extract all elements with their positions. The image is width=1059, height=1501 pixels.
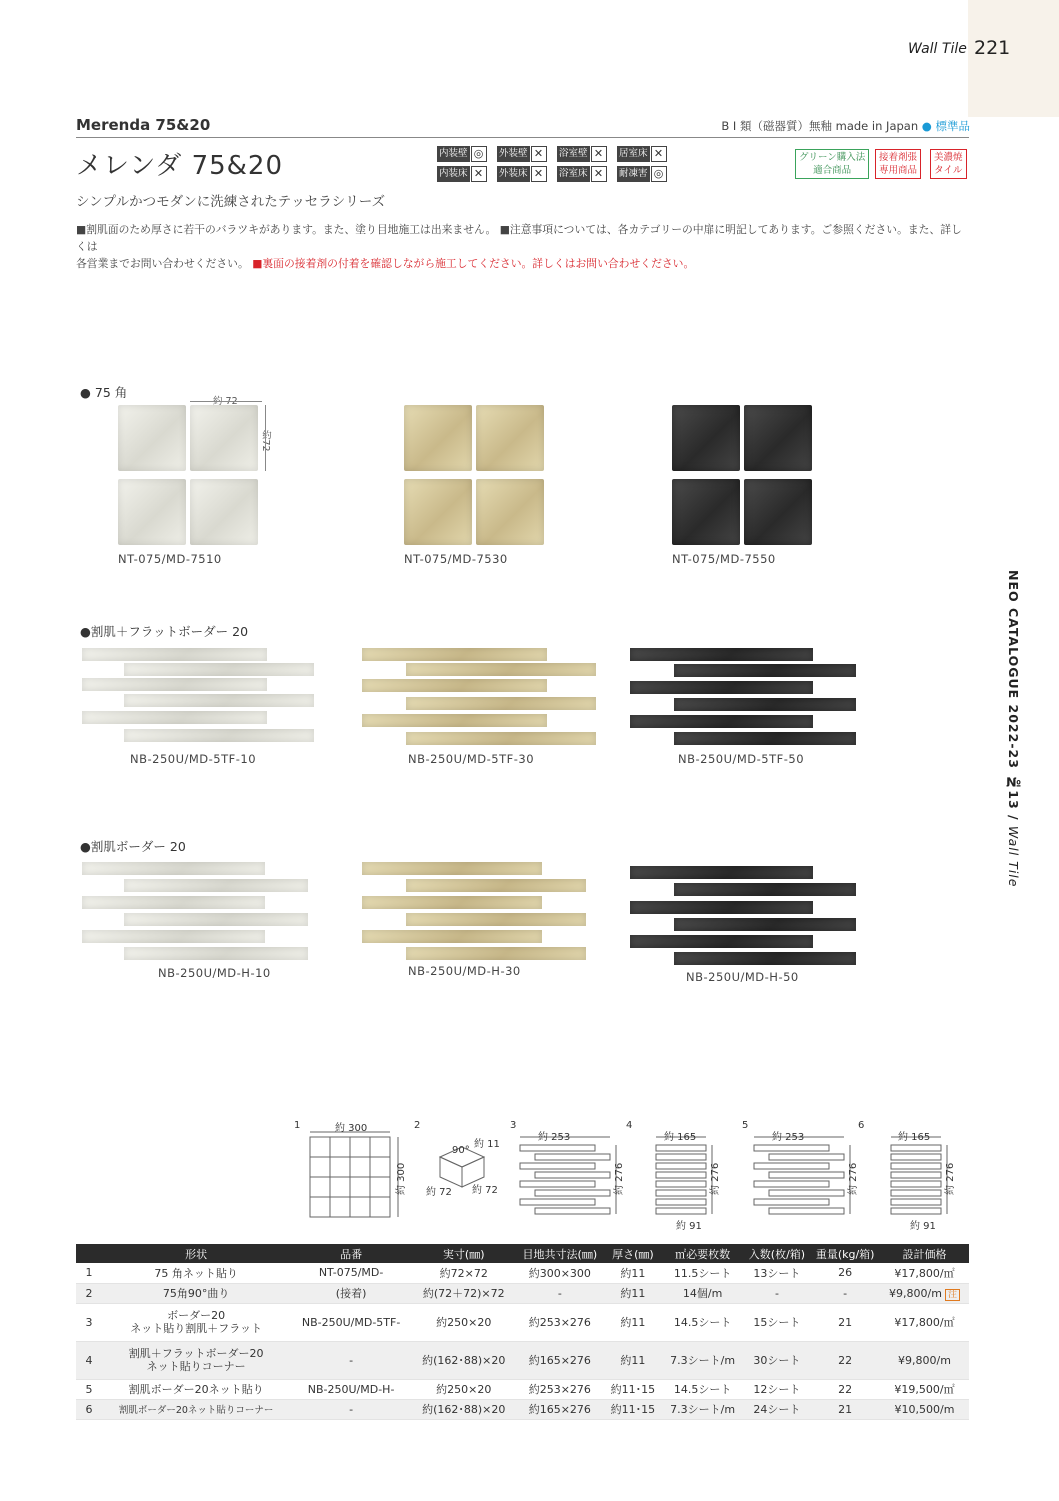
dim-line	[265, 405, 266, 471]
table-row	[76, 1283, 969, 1303]
column-header: 品番	[290, 1244, 412, 1263]
dim-label: 約 165	[664, 1132, 697, 1143]
column-header: 実寸(㎜)	[412, 1244, 516, 1263]
note-line: ■割肌面のため厚さに若干のバラツキがあります。また、塗り目地施工は出来ません。 ■注意事項については、各カテゴリーの中扉に明記してあります。ご参照ください。また、詳しくは	[76, 223, 962, 253]
border-strip	[630, 935, 813, 948]
table-cell: 約11	[604, 1341, 662, 1379]
dim-label: 約 276	[710, 1162, 721, 1195]
table-cell: 12シート	[744, 1379, 811, 1399]
table-cell: 割肌＋フラットボーダー20 ネット貼りコーナー	[102, 1341, 290, 1379]
table-cell: 21	[810, 1399, 880, 1419]
spec-table	[76, 1244, 969, 1420]
table-cell: -	[810, 1283, 880, 1303]
table-cell: ボーダー20 ネット貼り割肌＋フラット	[102, 1303, 290, 1341]
adhesive-badge: 接着剤張 専用商品	[875, 149, 921, 179]
tile-swatch	[404, 405, 472, 471]
section-h-label: ●割肌ボーダー 20	[80, 839, 186, 854]
table-cell: 約(162･88)×20	[412, 1399, 516, 1419]
diagram-corner-sheet	[656, 1145, 706, 1214]
border-strip	[674, 664, 856, 677]
border-strip	[124, 879, 308, 892]
table-cell: 約(162･88)×20	[412, 1341, 516, 1379]
table-cell: 14.5シート	[662, 1303, 744, 1341]
border-strip	[124, 663, 314, 676]
table-cell: (接着)	[290, 1283, 412, 1303]
dim-label: 約 72	[472, 1185, 498, 1196]
note-badge: 注	[945, 1289, 960, 1301]
catalogue-section: Wall Tile	[1006, 825, 1021, 888]
product-code: NB-250U/MD-H-10	[158, 966, 271, 980]
dim-label: 約 300	[335, 1123, 368, 1134]
diagram-number: 4	[626, 1120, 633, 1131]
diagram-border-sheet	[754, 1145, 844, 1214]
table-cell: 5	[76, 1379, 102, 1399]
dim-label: 約 91	[910, 1221, 936, 1232]
table-cell: 4	[76, 1341, 102, 1379]
border-strip	[406, 732, 596, 745]
border-strip	[630, 901, 813, 914]
table-cell: NB-250U/MD-5TF-	[290, 1303, 412, 1341]
section-5tf-label: ●割肌＋フラットボーダー 20	[80, 624, 249, 639]
diagram-number: 5	[742, 1120, 749, 1131]
table-cell: 約11･15	[604, 1399, 662, 1419]
table-cell: 14.5シート	[662, 1379, 744, 1399]
tile-swatch	[476, 405, 544, 471]
page-subtitle: シンプルかつモダンに洗練されたテッセラシリーズ	[76, 194, 386, 210]
divider	[76, 137, 969, 138]
tile-swatch	[118, 479, 186, 545]
product-code: NB-250U/MD-H-50	[686, 970, 799, 984]
dim-label: 約 72	[426, 1187, 452, 1198]
dim-label: 約 11	[474, 1139, 500, 1150]
border-strip	[406, 663, 596, 676]
column-header	[76, 1244, 102, 1263]
border-strip	[82, 862, 265, 875]
border-strip	[362, 896, 542, 909]
border-strip	[124, 694, 314, 707]
table-cell: 割肌ボーダー20ネット貼り	[102, 1379, 290, 1399]
usage-item: 内装壁 ◎	[437, 146, 497, 162]
border-strip	[674, 732, 856, 745]
border-strip	[406, 879, 586, 892]
product-code: NT-075/MD-7550	[672, 552, 776, 566]
usage-grid	[437, 146, 677, 182]
border-strip	[674, 952, 856, 965]
table-cell: 2	[76, 1283, 102, 1303]
note-text: 各営業までお問い合わせください。	[76, 257, 253, 270]
table-cell: ¥17,800/㎡	[880, 1263, 969, 1283]
tile-swatch	[190, 405, 258, 471]
column-header: 目地共寸法(㎜)	[516, 1244, 605, 1263]
diagram-number: 2	[414, 1120, 421, 1131]
border-strip	[82, 678, 267, 691]
notes	[76, 221, 970, 272]
table-cell: 13シート	[744, 1263, 811, 1283]
border-strip	[82, 930, 265, 943]
table-cell: 約11	[604, 1263, 662, 1283]
catalogue-side-label	[1006, 570, 1021, 887]
table-cell: 30シート	[744, 1341, 811, 1379]
page-title: メレンダ 75&20	[76, 151, 284, 181]
column-header: ㎡必要枚数	[662, 1244, 744, 1263]
border-strip	[674, 698, 856, 711]
shape-diagrams	[280, 1115, 980, 1240]
tile-swatch	[672, 479, 740, 545]
column-header: 入数(枚/箱)	[744, 1244, 811, 1263]
table-cell: 22	[810, 1341, 880, 1379]
column-header: 重量(kg/箱)	[810, 1244, 880, 1263]
border-strip	[82, 711, 267, 724]
product-code: NT-075/MD-7510	[118, 552, 222, 566]
tile-swatch	[744, 405, 812, 471]
table-cell: -	[290, 1341, 412, 1379]
table-cell: ¥19,500/㎡	[880, 1379, 969, 1399]
table-header-row	[76, 1244, 969, 1263]
table-cell: 7.3シート/m	[662, 1399, 744, 1419]
table-cell: 約(72＋72)×72	[412, 1283, 516, 1303]
series-meta	[600, 118, 970, 134]
table-cell: 1	[76, 1263, 102, 1283]
diagram-corner-sheet	[891, 1145, 941, 1214]
table-cell: 15シート	[744, 1303, 811, 1341]
dim-label: 約 276	[614, 1162, 625, 1195]
tile-swatch	[118, 405, 186, 471]
dim-label: 約 165	[898, 1132, 931, 1143]
border-strip	[362, 648, 547, 661]
column-header: 設計価格	[880, 1244, 969, 1263]
diagram-border-sheet	[520, 1145, 610, 1214]
table-cell: 約300×300	[516, 1263, 605, 1283]
table-cell: -	[516, 1283, 605, 1303]
usage-item: 外装壁 ✕	[497, 146, 557, 162]
catalogue-name: NEO CATALOGUE 2022-23 №13 /	[1006, 570, 1021, 826]
border-strip	[82, 648, 267, 661]
product-code: NB-250U/MD-5TF-50	[678, 752, 805, 766]
table-cell: 約11	[604, 1303, 662, 1341]
table-cell: 22	[810, 1379, 880, 1399]
note-line	[76, 255, 970, 272]
border-strip	[406, 947, 586, 960]
border-strip	[630, 681, 813, 694]
table-cell: 14個/m	[662, 1283, 744, 1303]
mino-badge: 美濃焼 タイル	[930, 149, 967, 179]
material-info: B I 類（磁器質）無釉 made in Japan	[721, 119, 919, 133]
usage-item: 居室床 ✕	[617, 146, 677, 162]
border-strip	[674, 883, 856, 896]
table-row	[76, 1379, 969, 1399]
table-row	[76, 1341, 969, 1379]
section-75-label: ● 75 角	[80, 385, 128, 400]
table-cell: -	[290, 1399, 412, 1419]
table-cell: 割肌ボーダー20ネット貼りコーナー	[102, 1399, 290, 1419]
table-cell: 約165×276	[516, 1341, 605, 1379]
table-cell: 6	[76, 1399, 102, 1419]
dim-label: 約 276	[848, 1162, 859, 1195]
product-code: NB-250U/MD-H-30	[408, 964, 521, 978]
table-cell: -	[744, 1283, 811, 1303]
border-strip	[362, 714, 547, 727]
table-cell: ¥17,800/㎡	[880, 1303, 969, 1341]
diagram-number: 3	[510, 1120, 517, 1131]
tile-swatch	[190, 479, 258, 545]
table-cell: 75 角ネット貼り	[102, 1263, 290, 1283]
table-cell: 約11	[604, 1283, 662, 1303]
table-row	[76, 1263, 969, 1283]
standard-label: ● 標準品	[921, 119, 970, 133]
table-cell: 3	[76, 1303, 102, 1341]
table-cell: ¥10,500/m	[880, 1399, 969, 1419]
table-cell: 約72×72	[412, 1263, 516, 1283]
dim-line	[190, 401, 262, 402]
table-row	[76, 1303, 969, 1341]
column-header: 形状	[102, 1244, 290, 1263]
product-code: NT-075/MD-7530	[404, 552, 508, 566]
tile-swatch	[476, 479, 544, 545]
series-name-en: Merenda 75&20	[76, 116, 211, 134]
price: ¥9,800/m	[889, 1286, 942, 1300]
border-strip	[362, 930, 542, 943]
table-cell: 約165×276	[516, 1399, 605, 1419]
dim-label: 約 91	[676, 1221, 702, 1232]
header-section: Wall Tile	[908, 41, 967, 57]
dim-label: 90°	[452, 1145, 470, 1156]
table-cell	[880, 1283, 969, 1303]
table-cell: NB-250U/MD-H-	[290, 1379, 412, 1399]
border-strip	[406, 913, 586, 926]
border-strip	[406, 697, 596, 710]
green-purchase-badge: グリーン購入法 適合商品	[795, 149, 869, 179]
dim-label: 約 300	[396, 1162, 407, 1195]
border-strip	[674, 918, 856, 931]
usage-item: 浴室壁 ✕	[557, 146, 617, 162]
border-strip	[630, 866, 813, 879]
table-cell: 約250×20	[412, 1379, 516, 1399]
border-strip	[362, 679, 547, 692]
table-cell: 26	[810, 1263, 880, 1283]
tile-swatch	[744, 479, 812, 545]
border-strip	[82, 896, 265, 909]
product-code: NB-250U/MD-5TF-30	[408, 752, 535, 766]
table-cell: 約253×276	[516, 1379, 605, 1399]
table-cell: 7.3シート/m	[662, 1341, 744, 1379]
usage-item: 外装床 ✕	[497, 166, 557, 182]
table-cell: 約250×20	[412, 1303, 516, 1341]
usage-item: 内装床 ✕	[437, 166, 497, 182]
border-strip	[630, 648, 813, 661]
border-strip	[124, 947, 308, 960]
border-strip	[630, 715, 813, 728]
dim-label: 約 253	[772, 1132, 805, 1143]
usage-item: 浴室床 ✕	[557, 166, 617, 182]
column-header: 厚さ(㎜)	[604, 1244, 662, 1263]
diagram-number: 6	[858, 1120, 865, 1131]
dim-label: 約 276	[945, 1162, 956, 1195]
usage-item: 耐凍害 ◎	[617, 166, 677, 182]
dim-label: 約 253	[538, 1132, 571, 1143]
border-strip	[124, 729, 314, 742]
table-cell: NT-075/MD-	[290, 1263, 412, 1283]
table-cell: 75角90°曲り	[102, 1283, 290, 1303]
table-cell: 24シート	[744, 1399, 811, 1419]
table-cell: 約253×276	[516, 1303, 605, 1341]
table-row	[76, 1399, 969, 1419]
diagram-number: 1	[294, 1120, 301, 1131]
table-cell: 21	[810, 1303, 880, 1341]
table-cell: 約11･15	[604, 1379, 662, 1399]
border-strip	[124, 913, 308, 926]
table-cell: ¥9,800/m	[880, 1341, 969, 1379]
tile-swatch	[672, 405, 740, 471]
product-code: NB-250U/MD-5TF-10	[130, 752, 257, 766]
tile-swatch	[404, 479, 472, 545]
warning-note: ■裏面の接着剤の付着を確認しながら施工してください。詳しくはお問い合わせください。	[252, 257, 695, 270]
border-strip	[362, 862, 542, 875]
page-number: 221	[974, 37, 1011, 59]
table-cell: 11.5シート	[662, 1263, 744, 1283]
